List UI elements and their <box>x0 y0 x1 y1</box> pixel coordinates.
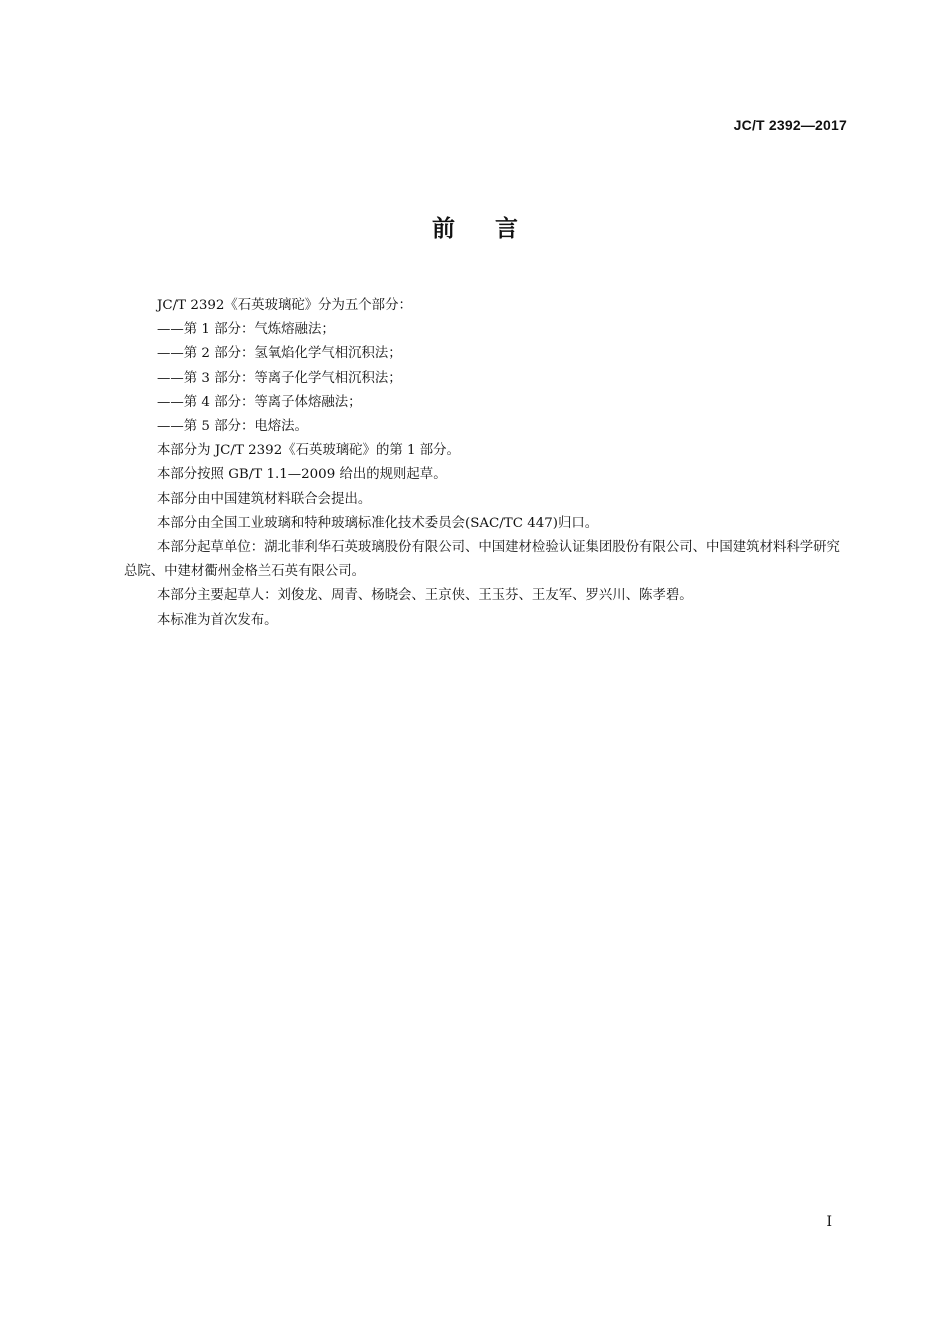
list-item: ——第 1 部分：气炼熔融法； <box>157 322 335 338</box>
list-item: ——第 3 部分：等离子化学气相沉积法； <box>157 370 402 386</box>
list-item: ——第 5 部分：电熔法。 <box>157 419 308 435</box>
intro-paragraph: JC/T 2392《石英玻璃砣》分为五个部分： <box>157 298 412 313</box>
body-text <box>124 294 848 633</box>
paragraph: 本部分由中国建筑材料联合会提出。 <box>157 491 372 507</box>
paragraph: 本部分按照 GB/T 1.1—2009 给出的规则起草。 <box>157 467 447 483</box>
page-number: I <box>826 1214 832 1230</box>
paragraph: 本标准为首次发布。 <box>157 612 278 628</box>
standard-number: JC/T 2392—2017 <box>733 117 847 133</box>
list-item: ——第 4 部分：等离子体熔融法； <box>157 394 362 410</box>
paragraph: 本部分起草单位：湖北菲利华石英玻璃股份有限公司、中国建材检验认证集团股份有限公司、中国建筑材料科学研究总院、中建材衢州金格兰石英有限公司。 <box>124 540 840 580</box>
paragraph: 本部分主要起草人：刘俊龙、周青、杨晓会、王京侠、王玉芬、王友军、罗兴川、陈孝碧。 <box>157 588 693 604</box>
paragraph: 本部分为 JC/T 2392《石英玻璃砣》的第 1 部分。 <box>157 443 460 459</box>
page-title: 前言 <box>432 216 558 242</box>
paragraph: 本部分由全国工业玻璃和特种玻璃标准化技术委员会(SAC/TC 447)归口。 <box>157 515 599 531</box>
list-item: ——第 2 部分：氢氧焰化学气相沉积法； <box>157 346 402 362</box>
